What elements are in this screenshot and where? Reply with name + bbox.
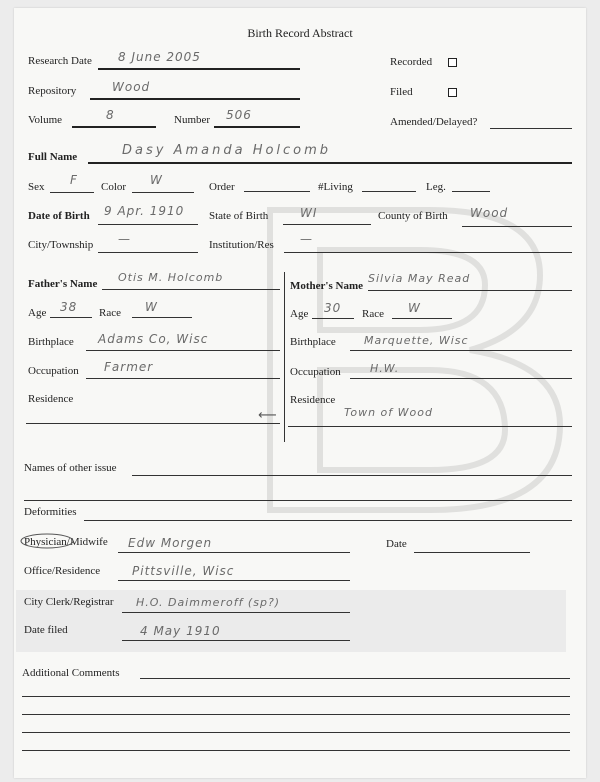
institution-label: Institution/Res <box>209 239 274 251</box>
deformities-line <box>84 520 572 521</box>
mothers-name-label: Mother's Name <box>290 280 364 292</box>
mother-birthplace-label: Birthplace <box>290 336 336 348</box>
mother-race-label: Race <box>362 308 384 320</box>
physician-line <box>118 552 350 553</box>
office-label: Office/Residence <box>24 565 101 577</box>
date-filed-label: Date filed <box>24 624 68 636</box>
physician-value[interactable]: Edw Morgen <box>128 536 213 550</box>
clerk-label: City Clerk/Registrar <box>24 596 114 608</box>
date-filed-line <box>122 640 350 641</box>
state-of-birth-label: State of Birth <box>209 210 269 222</box>
office-value[interactable]: Pittsville, Wisc <box>132 564 235 578</box>
other-issue-label: Names of other issue <box>24 462 117 474</box>
mothers-name-line <box>368 290 572 291</box>
city-township-value[interactable]: — <box>118 232 131 246</box>
physician-label: Physician/Midwife <box>24 536 108 548</box>
father-birthplace-value[interactable]: Adams Co, Wisc <box>98 332 209 346</box>
number-value[interactable]: 506 <box>226 108 252 122</box>
comments-line-1 <box>140 678 570 679</box>
physician-circle-mark <box>19 532 75 550</box>
father-occupation-label: Occupation <box>28 365 79 377</box>
father-race-value[interactable]: W <box>145 300 158 314</box>
mother-birthplace-value[interactable]: Marquette, Wisc <box>364 334 469 347</box>
color-value[interactable]: W <box>150 173 163 187</box>
county-of-birth-value[interactable]: Wood <box>470 206 509 220</box>
father-age-value[interactable]: 38 <box>60 300 78 314</box>
fathers-name-line <box>102 289 280 290</box>
mother-age-value[interactable]: 30 <box>324 301 342 315</box>
comments-line-2 <box>22 696 570 697</box>
amended-label: Amended/Delayed? <box>390 116 478 128</box>
other-issue-line-1 <box>132 475 572 476</box>
full-name-line <box>88 162 572 164</box>
research-date-value[interactable]: 8 June 2005 <box>118 50 201 64</box>
mothers-name-value[interactable]: Silvia May Read <box>368 272 471 285</box>
clerk-line <box>122 612 350 613</box>
fathers-name-value[interactable]: Otis M. Holcomb <box>118 271 224 284</box>
mother-residence-value[interactable]: Town of Wood <box>344 406 433 419</box>
comments-line-4 <box>22 732 570 733</box>
full-name-value[interactable]: Dasy Amanda Holcomb <box>122 143 332 158</box>
recorded-label: Recorded <box>390 56 433 68</box>
volume-label: Volume <box>28 114 63 126</box>
mother-occupation-label: Occupation <box>290 366 341 378</box>
full-name-label: Full Name <box>28 151 78 163</box>
color-label: Color <box>101 181 127 193</box>
father-birthplace-label: Birthplace <box>28 336 74 348</box>
state-of-birth-value[interactable]: WI <box>300 206 318 220</box>
county-of-birth-line <box>462 226 572 227</box>
living-line <box>362 191 416 192</box>
father-occupation-line <box>86 378 280 379</box>
color-line <box>132 192 194 193</box>
city-township-label: City/Township <box>28 239 94 251</box>
father-residence-label: Residence <box>28 393 74 405</box>
other-issue-line-2 <box>24 500 572 501</box>
sex-value[interactable]: F <box>70 173 78 187</box>
sex-label: Sex <box>28 181 45 193</box>
form-title: Birth Record Abstract <box>247 26 353 40</box>
father-race-line <box>132 317 192 318</box>
mother-age-line <box>312 318 354 319</box>
comments-label: Additional Comments <box>22 667 120 679</box>
father-age-line <box>50 317 92 318</box>
office-line <box>118 580 350 581</box>
father-residence-line <box>26 423 280 424</box>
mother-residence-line <box>288 426 572 427</box>
form-sheet <box>14 8 586 778</box>
research-date-label: Research Date <box>28 55 92 67</box>
repository-label: Repository <box>28 85 77 97</box>
date-of-birth-line <box>98 224 198 225</box>
number-line <box>214 126 300 128</box>
volume-line <box>72 126 156 128</box>
research-date-line <box>98 68 300 70</box>
amended-line <box>490 128 572 129</box>
institution-value[interactable]: — <box>300 232 313 246</box>
fathers-name-label: Father's Name <box>28 278 98 290</box>
mother-race-value[interactable]: W <box>408 301 421 315</box>
comments-line-5 <box>22 750 570 751</box>
date-of-birth-value[interactable]: 9 Apr. 1910 <box>104 204 185 218</box>
number-label: Number <box>174 114 211 126</box>
recorded-checkbox[interactable] <box>448 58 457 67</box>
sex-line <box>50 192 94 193</box>
repository-value[interactable]: Wood <box>112 80 151 94</box>
filed-label: Filed <box>390 86 413 98</box>
father-age-label: Age <box>28 307 47 319</box>
city-township-line <box>98 252 198 253</box>
column-divider <box>284 272 285 442</box>
filed-checkbox[interactable] <box>448 88 457 97</box>
physician-date-label: Date <box>386 538 407 550</box>
mother-age-label: Age <box>290 308 309 320</box>
state-of-birth-line <box>283 224 371 225</box>
county-of-birth-label: County of Birth <box>378 210 448 222</box>
deformities-label: Deformities <box>24 506 77 518</box>
date-filed-value[interactable]: 4 May 1910 <box>140 624 221 638</box>
leg-label: Leg. <box>426 181 446 193</box>
mother-race-line <box>392 318 452 319</box>
father-birthplace-line <box>86 350 280 351</box>
mother-occupation-value[interactable]: H.W. <box>370 362 400 375</box>
mother-residence-label: Residence <box>290 394 336 406</box>
comments-line-3 <box>22 714 570 715</box>
mother-birthplace-line <box>350 350 572 351</box>
residence-arrow-icon: ⟵ <box>258 408 277 423</box>
physician-date-line <box>414 552 530 553</box>
father-occupation-value[interactable]: Farmer <box>104 360 154 374</box>
institution-line <box>284 252 572 253</box>
mother-occupation-line <box>350 378 572 379</box>
father-race-label: Race <box>99 307 121 319</box>
volume-value[interactable]: 8 <box>106 108 115 122</box>
order-line <box>244 191 310 192</box>
date-of-birth-label: Date of Birth <box>28 210 90 222</box>
living-label: #Living <box>318 181 353 193</box>
leg-line <box>452 191 490 192</box>
clerk-value[interactable]: H.O. Daimmeroff (sp?) <box>136 596 281 609</box>
order-label: Order <box>209 181 235 193</box>
repository-line <box>90 98 300 100</box>
